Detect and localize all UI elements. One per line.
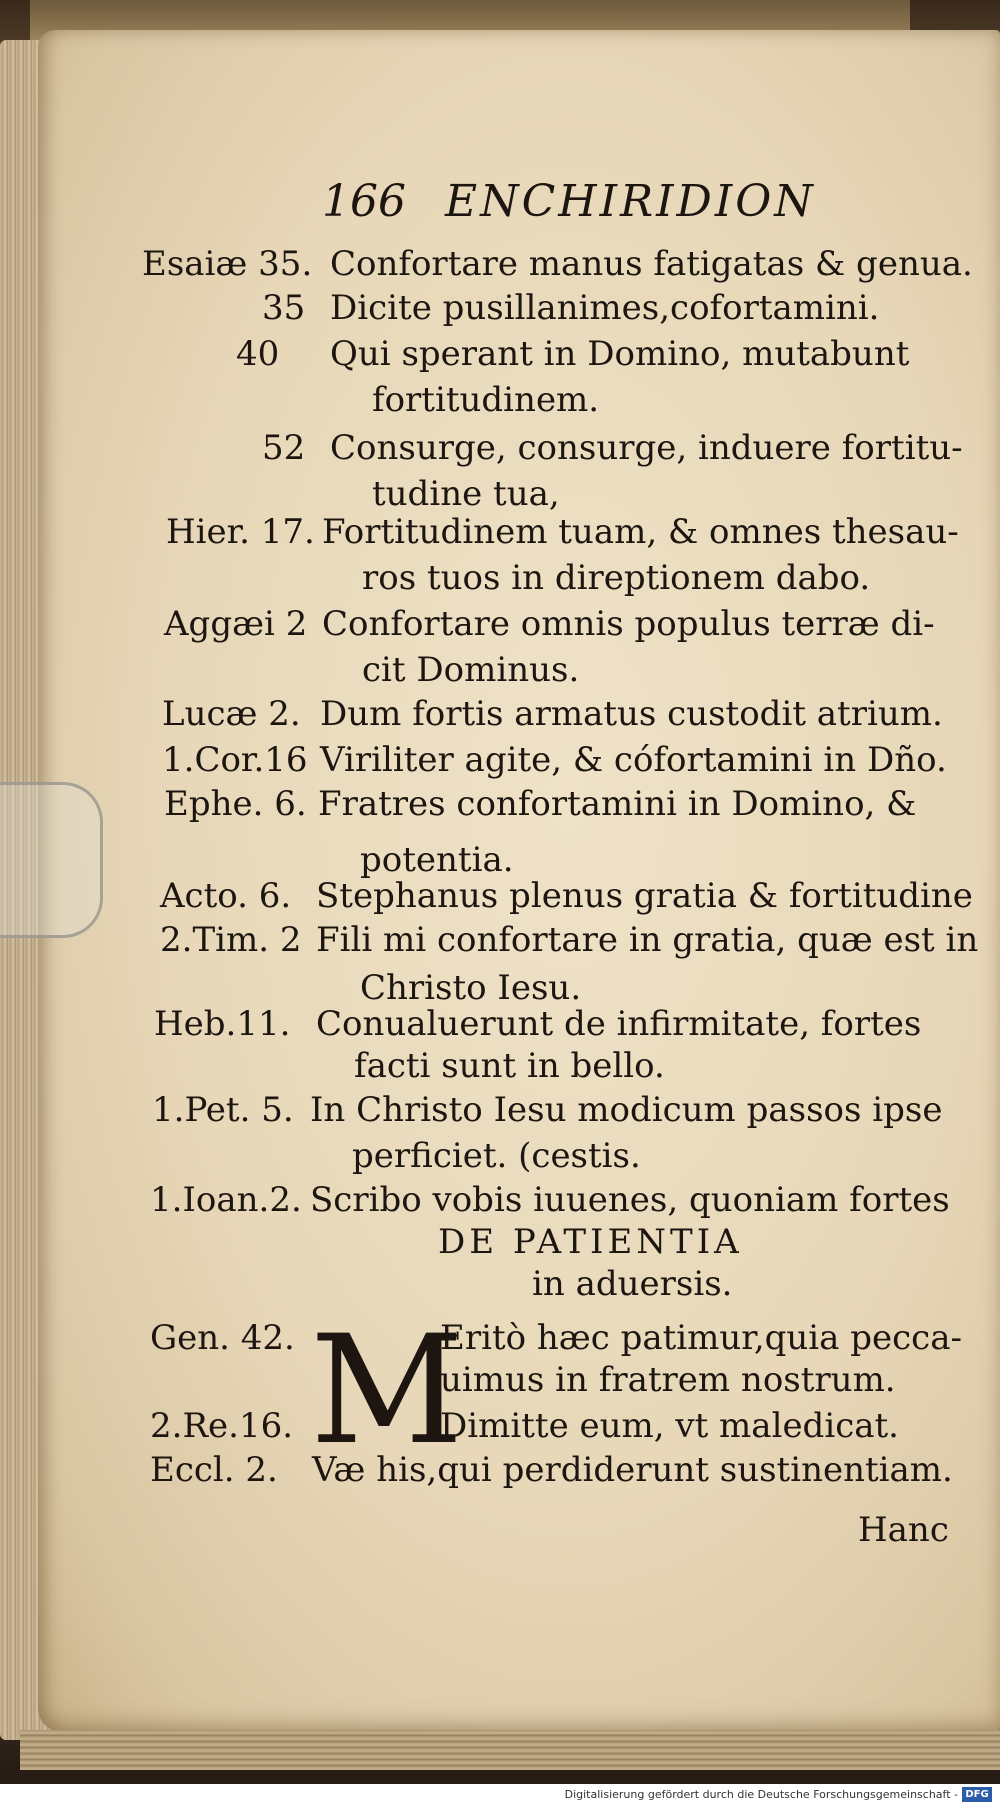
entry-line: Dicite pusillanimes,cofortamini. xyxy=(330,288,880,328)
scripture-reference: Hier. 17. xyxy=(166,512,315,552)
entry-line: Fortitudinem tuam, & omnes thesau- xyxy=(322,512,959,552)
scripture-reference: 35 xyxy=(262,288,306,328)
scripture-reference: Esaiæ 35. xyxy=(142,244,313,284)
scripture-reference: 1.Pet. 5. xyxy=(152,1090,294,1130)
scripture-reference: 52 xyxy=(262,428,306,468)
page-clip xyxy=(0,782,103,938)
section-heading: DE PATIENTIA xyxy=(438,1222,743,1262)
entry-line: Dimitte eum, vt maledicat. xyxy=(440,1406,899,1446)
dfg-logo-icon xyxy=(962,1787,992,1802)
running-title: ENCHIRIDION xyxy=(445,176,816,227)
book-bottom-edge xyxy=(20,1730,1000,1770)
section-subheading: in aduersis. xyxy=(532,1264,733,1304)
scripture-reference: Heb.11. xyxy=(154,1004,291,1044)
entry-line: Dum fortis armatus custodit atrium. xyxy=(320,694,943,734)
entry-line: Qui sperant in Domino, mutabunt xyxy=(330,334,910,374)
scripture-reference: Aggæi 2 xyxy=(164,604,308,644)
entry-line: Consurge, consurge, induere fortitu- xyxy=(330,428,963,468)
scripture-reference: Gen. 42. xyxy=(150,1318,295,1358)
scripture-reference: Acto. 6. xyxy=(160,876,292,916)
entry-line: In Christo Iesu modicum passos ipse xyxy=(310,1090,943,1130)
entry-line: Væ his,qui perdiderunt sustinentiam. xyxy=(312,1450,953,1490)
digitization-credit: Digitalisierung gefördert durch die Deutsche Forschungsgemeinschaft - xyxy=(564,1788,958,1801)
entry-line: potentia. xyxy=(360,840,514,880)
scripture-reference: 1.Cor.16 xyxy=(162,740,308,780)
catchword: Hanc xyxy=(858,1510,949,1550)
entry-line: Fili mi confortare in gratia, quæ est in xyxy=(316,920,979,960)
entry-line: perficiet. (cestis. xyxy=(352,1136,641,1176)
entry-line: uimus in fratrem nostrum. xyxy=(440,1360,896,1400)
entry-line: Viriliter agite, & cófortamini in Dño. xyxy=(320,740,947,780)
scripture-reference: Ephe. 6. xyxy=(164,784,307,824)
entry-line: Fratres confortamini in Domino, & xyxy=(318,784,917,824)
entry-line: Christo Iesu. xyxy=(360,968,582,1008)
scripture-reference: Lucæ 2. xyxy=(162,694,301,734)
entry-line: Confortare omnis populus terræ di- xyxy=(322,604,935,644)
scripture-reference: 40 xyxy=(236,334,280,374)
entry-line: Scribo vobis iuuenes, quoniam fortes xyxy=(310,1180,950,1220)
page-number: 166 xyxy=(322,176,406,227)
entry-line: Eritò hæc patimur,quia pecca- xyxy=(440,1318,962,1358)
entry-line: fortitudinem. xyxy=(372,380,600,420)
drop-cap: M xyxy=(310,1304,464,1478)
entry-line: Confortare manus fatigatas & genua. xyxy=(330,244,973,284)
scripture-reference: 2.Tim. 2 xyxy=(160,920,302,960)
entry-line: Stephanus plenus gratia & fortitudine xyxy=(316,876,973,916)
entry-line: cit Dominus. xyxy=(362,650,580,690)
scripture-reference: Eccl. 2. xyxy=(150,1450,278,1490)
entry-line: facti sunt in bello. xyxy=(354,1046,665,1086)
scripture-reference: 1.Ioan.2. xyxy=(150,1180,302,1220)
scripture-reference: 2.Re.16. xyxy=(150,1406,294,1446)
entry-line: Conualuerunt de infirmitate, fortes xyxy=(316,1004,922,1044)
entry-line: tudine tua, xyxy=(372,474,560,514)
entry-line: ros tuos in direptionem dabo. xyxy=(362,558,871,598)
